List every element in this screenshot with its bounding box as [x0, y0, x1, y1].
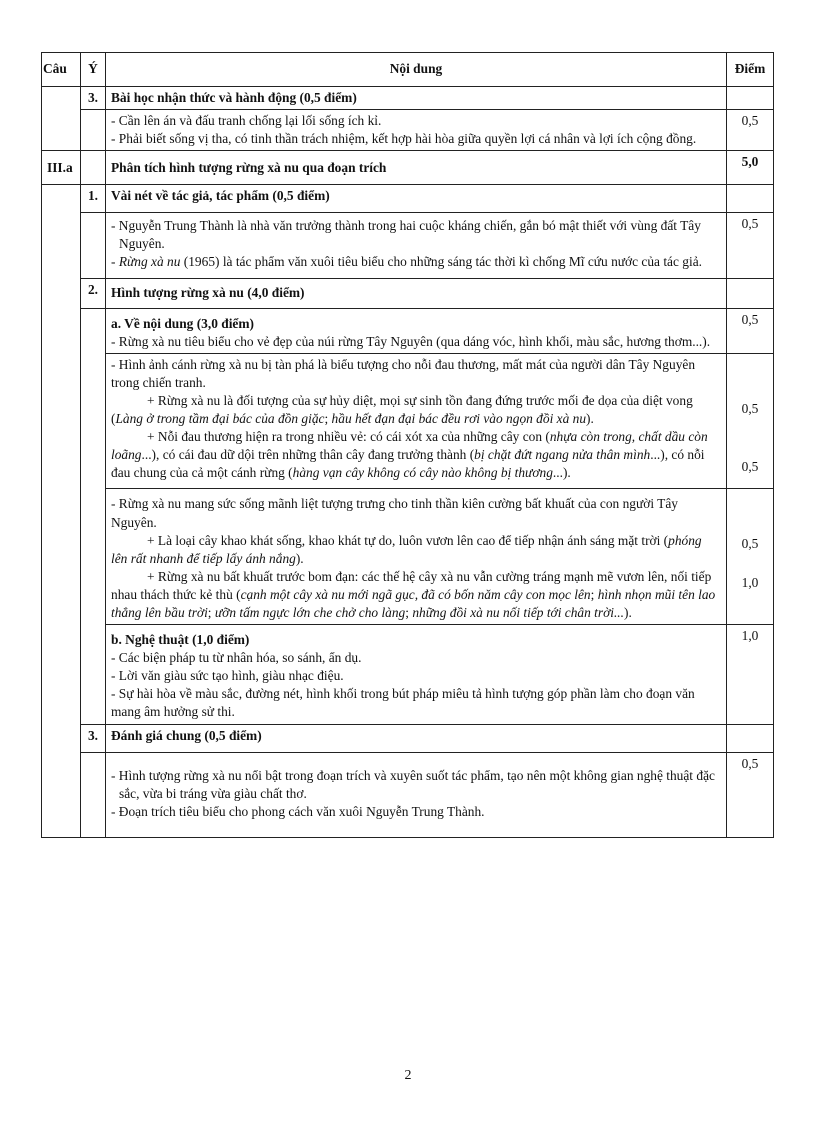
content-cell: [106, 110, 727, 151]
header-cau: Câu: [42, 53, 81, 87]
item-number: 3.: [81, 87, 106, 110]
item-number: 3.: [81, 724, 106, 752]
content-line: - Phải biết sống vị tha, có tinh thần trách nhiệm, kết hợp hài hòa giữa quyền lợi cá nhân và lợi ích cộng đồng.: [111, 131, 697, 147]
content-cell: [106, 625, 727, 724]
header-y: Ý: [81, 53, 106, 87]
table-row: [42, 489, 774, 625]
section-title: Đánh giá chung (0,5 điểm): [106, 724, 727, 752]
content-line: - Hình tượng rừng xà nu nổi bật trong đoạn trích và xuyên suốt tác phẩm, tạo nên một không gian nghệ thuật đặc sắc, vừa bi tráng vừa giàu chất thơ.: [111, 767, 715, 801]
content-line: - Hình ảnh cánh rừng xà nu bị tàn phá là biểu tượng cho nỗi đau thương, mất mát của người dân Tây Nguyên trong chiến tranh.: [111, 356, 696, 390]
content-cell: [106, 752, 727, 837]
question-title: Phân tích hình tượng rừng xà nu qua đoạn trích: [106, 151, 727, 185]
content-line: - Rừng xà nu mang sức sống mãnh liệt tượng trưng cho tinh thần kiên cường bất khuất của con người Tây Nguyên.: [111, 496, 678, 530]
table-row: [42, 353, 774, 489]
table-row: [42, 185, 774, 213]
table-row: [42, 213, 774, 278]
content-cell: [106, 353, 727, 489]
content-line: - Nguyễn Trung Thành là nhà văn trưởng thành trong hai cuộc kháng chiến, gắn bó mật thiết với vùng đất Tây Nguyên.: [111, 218, 701, 252]
table-header-row: [42, 53, 774, 87]
content-cell: [106, 308, 727, 353]
item-number: 2.: [81, 278, 106, 308]
header-noi-dung: Nội dung: [106, 53, 727, 87]
content-line: + Là loại cây khao khát sống, khao khát tự do, luôn vươn lên cao để tiếp nhận ánh sáng mặt trời (phóng lên rất nhanh để tiếp lấy ánh nắng).: [111, 532, 702, 566]
content-line: + Rừng xà nu bất khuất trước bom đạn: các thế hệ cây xà nu vẫn cường tráng mạnh mẽ vươn lên, nối tiếp nhau thách thức kẻ thù (cạnh một cây xà nu mới ngã gục, đã có bốn năm cây con mọc lên; hình nhọn mũi tên lao thẳng lên bầu trời; ưỡn tấm ngực lớn che chở cho làng; những đồi xà nu nối tiếp tới chân trời...).: [111, 568, 716, 620]
content-line: - Rừng xà nu (1965) là tác phẩm văn xuôi tiêu biểu cho những sáng tác thời kì chống Mĩ cứu nước của tác giả.: [111, 254, 702, 270]
content-line: - Rừng xà nu tiêu biểu cho vẻ đẹp của núi rừng Tây Nguyên (qua dáng vóc, hình khối, màu sắc, hương thơm...).: [111, 333, 711, 349]
score-cell: 0,5 1,0: [727, 489, 774, 625]
question-number: III.a: [42, 151, 81, 185]
section-title: Vài nét về tác giả, tác phẩm (0,5 điểm): [106, 185, 727, 213]
table-row: [42, 308, 774, 353]
score-cell: 1,0: [727, 625, 774, 724]
content-line: - Đoạn trích tiêu biểu cho phong cách văn xuôi Nguyễn Trung Thành.: [111, 803, 485, 819]
table-row: [42, 724, 774, 752]
item-number: 1.: [81, 185, 106, 213]
table-row: [42, 110, 774, 151]
subsection-title: a. Về nội dung (3,0 điểm): [111, 315, 254, 331]
table-row: [42, 625, 774, 724]
section-title: Hình tượng rừng xà nu (4,0 điểm): [106, 278, 727, 308]
content-line: - Lời văn giàu sức tạo hình, giàu nhạc điệu.: [111, 668, 344, 684]
content-line: - Cần lên án và đấu tranh chống lại lối sống ích kỉ.: [111, 113, 382, 129]
score-cell: 0,5: [727, 110, 774, 151]
table-row: [42, 87, 774, 110]
content-line: + Rừng xà nu là đối tượng của sự hủy diệt, mọi sự sinh tồn đang đứng trước mối đe dọa của diệt vong (Làng ở trong tầm đại bác của đồn giặc; hầu hết đạn đại bác đều rơi vào ngọn đồi xà nu).: [111, 392, 693, 427]
score-cell: 0,5 0,5: [727, 353, 774, 489]
page-number: 2: [404, 1068, 412, 1083]
score-cell: 0,5: [727, 308, 774, 353]
content-line: + Nỗi đau thương hiện ra trong nhiều vẻ: có cái xót xa của những cây con (nhựa còn trong, chất dầu còn loãng...), có cái đau dữ dội trên những thân cây đang trưởng thành (bị chặt đứt ngang nửa thân mình...), có nỗi đau chung của cả một cánh rừng (hàng vạn cây không có cây nào không bị thương...).: [111, 429, 708, 481]
header-diem: Điểm: [727, 53, 774, 87]
content-line: - Sự hài hòa về màu sắc, đường nét, hình khối trong bút pháp miêu tả hình tượng góp phần làm cho đoạn văn mang âm hưởng sử thi.: [111, 686, 695, 720]
score-cell: 5,0: [727, 151, 774, 185]
content-line: - Các biện pháp tu từ nhân hóa, so sánh, ẩn dụ.: [111, 650, 362, 666]
content-cell: [106, 489, 727, 625]
content-cell: [106, 213, 727, 278]
table-row: [42, 278, 774, 308]
table-row: [42, 752, 774, 837]
grading-table: [41, 52, 774, 838]
table-row: [42, 151, 774, 185]
score-cell: 0,5: [727, 752, 774, 837]
section-title: Bài học nhận thức và hành động (0,5 điểm): [106, 87, 727, 110]
score-cell: 0,5: [727, 213, 774, 278]
subsection-title: b. Nghệ thuật (1,0 điểm): [111, 632, 250, 648]
